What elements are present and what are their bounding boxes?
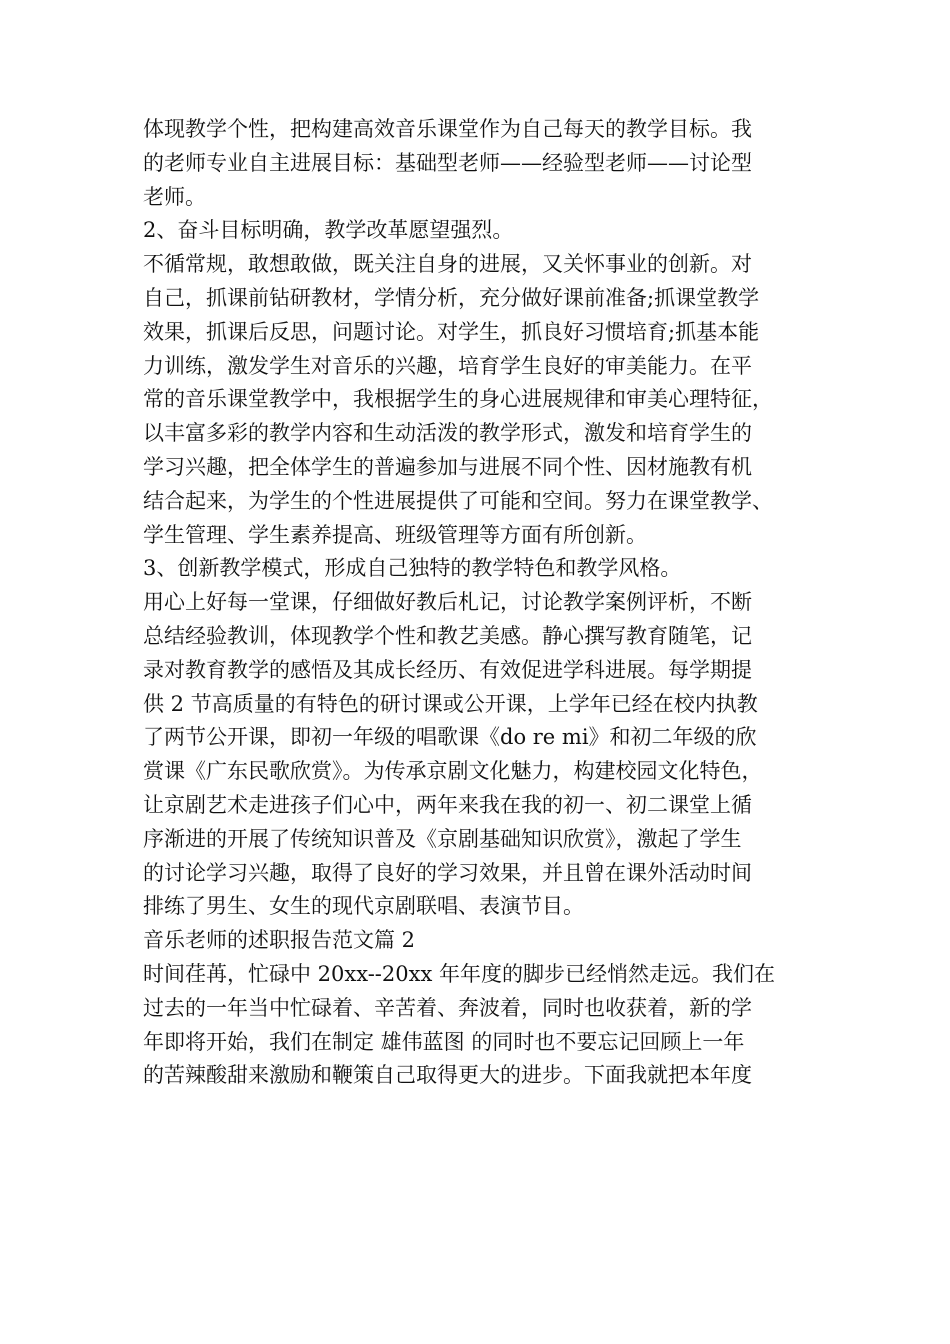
text-line: 让京剧艺术走进孩子们心中，两年来我在我的初一、初二课堂上循 bbox=[143, 792, 752, 817]
text-line: 自己，抓课前钻研教材，学情分析，充分做好课前准备;抓课堂教学 bbox=[143, 285, 760, 310]
text-line: 的讨论学习兴趣，取得了良好的学习效果，并且曾在课外活动时间 bbox=[143, 860, 752, 885]
text-line: 的老师专业自主进展目标：基础型老师——经验型老师——讨论型 bbox=[143, 150, 752, 175]
text-line: 排练了男生、女生的现代京剧联唱、表演节目。 bbox=[143, 894, 584, 919]
text-line: 了两节公开课，即初一年级的唱歌课《do re mi》和初二年级的欣 bbox=[143, 725, 757, 750]
text-line: 录对教育教学的感悟及其成长经历、有效促进学科进展。每学期提 bbox=[143, 657, 752, 682]
article-title: 音乐老师的述职报告范文篇 2 bbox=[143, 928, 416, 953]
text-line: 总结经验教训，体现教学个性和教艺美感。静心撰写教育随笔，记 bbox=[143, 623, 752, 648]
text-line: 以丰富多彩的教学内容和生动活泼的教学形式，激发和培育学生的 bbox=[143, 421, 752, 446]
text-line: 供 2 节高质量的有特色的研讨课或公开课，上学年已经在校内执教 bbox=[143, 691, 758, 716]
text-line: 老师。 bbox=[143, 184, 206, 209]
text-line: 过去的一年当中忙碌着、辛苦着、奔波着，同时也收获着，新的学 bbox=[143, 995, 752, 1020]
text-line: 用心上好每一堂课，仔细做好教后札记，讨论教学案例评析，不断 bbox=[143, 590, 752, 615]
text-line: 年即将开始，我们在制定 雄伟蓝图 的同时也不要忘记回顾上一年 bbox=[143, 1029, 745, 1054]
text-line: 时间荏苒，忙碌中 20xx--20xx 年年度的脚步已经悄然走远。我们在 bbox=[143, 961, 775, 986]
section-heading: 2、奋斗目标明确，教学改革愿望强烈。 bbox=[143, 218, 514, 243]
section-heading: 3、创新教学模式，形成自己独特的教学特色和教学风格。 bbox=[143, 556, 682, 581]
text-line: 学生管理、学生素养提高、班级管理等方面有所创新。 bbox=[143, 522, 647, 547]
text-line: 体现教学个性，把构建高效音乐课堂作为自己每天的教学目标。我 bbox=[143, 117, 752, 141]
text-line: 结合起来，为学生的个性进展提供了可能和空间。努力在课堂教学、 bbox=[143, 488, 773, 513]
text-line: 学习兴趣，把全体学生的普遍参加与进展不同个性、因材施教有机 bbox=[143, 454, 752, 479]
text-line: 的苦辣酸甜来激励和鞭策自己取得更大的进步。下面我就把本年度 bbox=[143, 1063, 752, 1088]
text-line: 赏课《广东民歌欣赏》。为传承京剧文化魅力，构建校园文化特色， bbox=[143, 759, 763, 784]
document-body bbox=[143, 113, 823, 1093]
text-line: 常的音乐课堂教学中，我根据学生的身心进展规律和审美心理特征， bbox=[143, 387, 773, 412]
text-line: 序渐进的开展了传统知识普及《京剧基础知识欣赏》，激起了学生 bbox=[143, 826, 742, 851]
text-line: 效果，抓课后反思，问题讨论。对学生，抓良好习惯培育;抓基本能 bbox=[143, 319, 760, 344]
text-line: 力训练，激发学生对音乐的兴趣，培育学生良好的审美能力。在平 bbox=[143, 353, 752, 378]
text-line: 不循常规，敢想敢做，既关注自身的进展，又关怀事业的创新。对 bbox=[143, 252, 752, 277]
